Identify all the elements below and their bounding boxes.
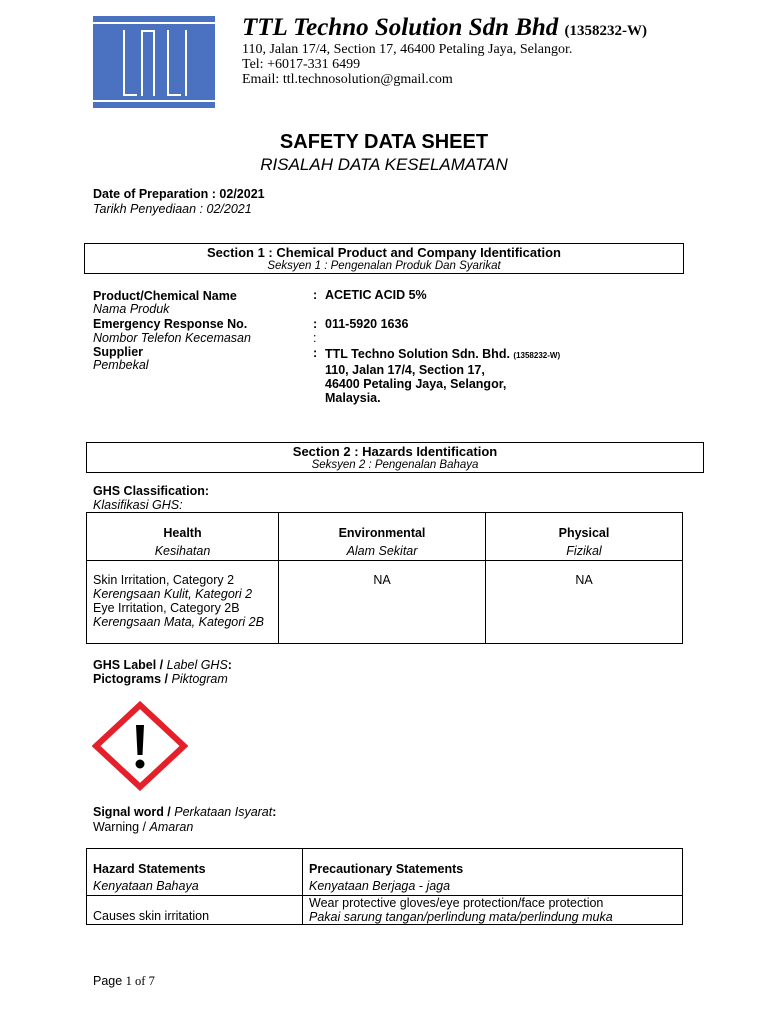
signal-word-line [93,805,276,819]
hazard-statements-table [86,848,683,925]
ghs-header-physical [486,513,683,561]
company-logo [93,16,215,108]
document-title: SAFETY DATA SHEET [279,131,489,153]
ghs-physical-cell: NA [486,561,683,644]
precaution-statement-en: Wear protective gloves/eye protection/face protection [309,896,604,910]
section2-heading-box [86,442,704,473]
document-subtitle: RISALAH DATA KESELAMATAN [260,155,508,174]
ghs-label-ms: Label GHS [166,658,228,672]
page-of: of [131,974,149,988]
signal-word-colon: : [272,805,277,819]
supplier-address-1: 110, Jalan 17/4, Section 17, [325,363,485,377]
emergency-colon-ms: : [313,331,317,345]
health-line-2: Kerengsaan Kulit, Kategori 2 [93,587,253,601]
ghs-header-health-en: Health [163,526,202,540]
page-number [93,974,155,988]
section2-subheading: Seksyen 2 : Pengenalan Bahaya [311,459,479,471]
ghs-header-physical-ms: Fizikal [566,544,602,558]
emergency-label: Emergency Response No. [93,317,248,331]
health-line-1: Skin Irritation, Category 2 [93,573,235,587]
ghs-label-colon: : [227,658,232,672]
precaution-header: Precautionary Statements [309,862,464,876]
supplier-name [325,347,560,363]
product-name-label: Product/Chemical Name [93,289,237,303]
ghs-header-environmental-ms: Alam Sekitar [346,544,418,558]
supplier-address-2: 46400 Petaling Jaya, Selangor, [325,377,507,391]
company-email: Email: ttl.technosolution@gmail.com [242,72,453,87]
exclamation-mark-pictogram-icon [92,701,188,791]
ghs-label-line [93,658,232,672]
ghs-header-health [87,513,279,561]
emergency-label-ms: Nombor Telefon Kecemasan [93,331,251,345]
ghs-header-health-ms: Kesihatan [154,544,211,558]
ghs-classification-label: GHS Classification: [93,484,209,498]
pictograms-line [93,672,228,686]
section1-heading: Section 1 : Chemical Product and Company Identification [207,245,561,260]
supplier-label-ms: Pembekal [93,358,149,372]
preparation-date-ms: Tarikh Penyediaan : 02/2021 [93,202,252,216]
company-reg-number: (1358232-W) [564,23,648,39]
ghs-classification-table [86,512,683,644]
ghs-classification-label-ms: Klasifikasi GHS: [93,498,183,512]
health-line-4: Kerengsaan Mata, Kategori 2B [93,615,264,629]
page-prefix: Page [93,974,126,988]
product-name-label-ms: Nama Produk [93,302,170,316]
hazard-header-cell [87,849,303,896]
emergency-colon: : [313,317,318,331]
ghs-header-physical-en: Physical [558,526,610,540]
company-name-text: TTL Techno Solution Sdn Bhd [242,14,559,41]
hazard-header: Hazard Statements [93,862,206,876]
health-line-3: Eye Irritation, Category 2B [93,601,240,615]
signal-word-value-line [93,820,193,834]
section1-subheading: Seksyen 1 : Pengenalan Produk Dan Syarikat [267,260,501,272]
ghs-header-environmental-en: Environmental [338,526,426,540]
ghs-label-en: GHS Label / [93,658,167,672]
company-name [242,14,647,42]
signal-word-value-ms: Amaran [149,820,194,834]
supplier-name-text: TTL Techno Solution Sdn. Bhd. [325,347,510,361]
supplier-label: Supplier [93,345,144,359]
product-colon: : [313,288,318,302]
signal-word-label-ms: Perkataan Isyarat [174,805,273,819]
ghs-environmental-cell: NA [279,561,486,644]
page-current: 1 [125,974,132,988]
page-total: 7 [148,974,155,988]
pictograms-en: Pictograms / [93,672,172,686]
supplier-colon: : [313,346,318,360]
precaution-header-ms: Kenyataan Berjaga - jaga [309,879,451,893]
preparation-date: Date of Preparation : 02/2021 [93,187,265,201]
supplier-reg: (1358232-W) [513,351,561,360]
section1-heading-box [84,243,684,274]
precaution-statement-ms: Pakai sarung tangan/perlindung mata/perlindung muka [309,910,613,924]
supplier-address-3: Malaysia. [325,391,381,405]
precaution-statement-cell [303,896,683,925]
section2-heading: Section 2 : Hazards Identification [292,444,498,459]
emergency-value: 011-5920 1636 [325,317,409,331]
hazard-statement-cell: Causes skin irritation [87,896,303,925]
signal-word-label: Signal word / [93,805,175,819]
ghs-health-cell [87,561,279,644]
hazard-header-ms: Kenyataan Bahaya [93,879,199,893]
company-address: 110, Jalan 17/4, Section 17, 46400 Petaling Jaya, Selangor. [242,42,573,57]
pictograms-ms: Piktogram [171,672,228,686]
ghs-header-environmental [279,513,486,561]
precaution-header-cell [303,849,683,896]
signal-word-value: Warning / [93,820,150,834]
company-tel: Tel: +6017-331 6499 [242,57,361,72]
product-name-value: ACETIC ACID 5% [325,288,427,302]
